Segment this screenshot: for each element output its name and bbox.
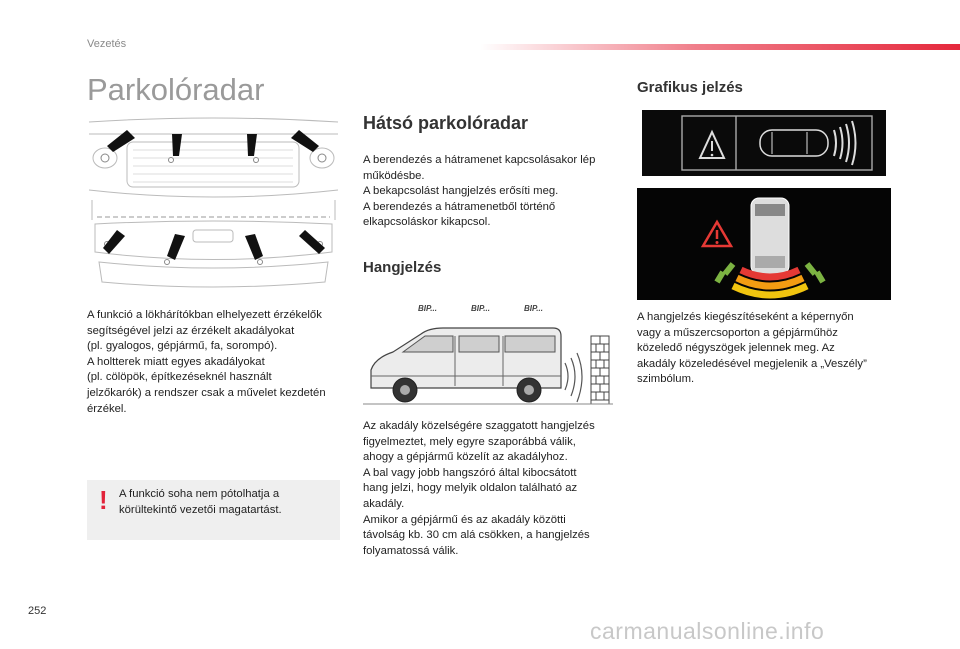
- graphic-heading: Grafikus jelzés: [637, 79, 743, 96]
- sensor-description: A funkció a lökhárítókban elhelyezett érzékelők segítségével jelzi az érzékelt akadályokat (pl. gyalogos, gépjármű, fa, sorompó). A holtterek miatt egyes akadályokat (pl. cölöpök, építkezéseknél használt jelzőkarók) a rendszer csak a művelet kezdetén érzékel.: [87, 309, 326, 415]
- page-title: Parkolóradar: [87, 72, 265, 107]
- section-label: Vezetés: [87, 38, 127, 50]
- van-sound-illustration: [363, 318, 613, 413]
- sound-description: Az akadály közelségére szaggatott hangjelzés figyelmeztet, mely egyre szaporábbá válik, ahogy a gépjármű közelít az akadályhoz. A bal vagy jobb hangszóró által kibocsátott hang jelzi, hogy melyik oldalon található az akadály. Amikor a gépjármű és az akadály közötti távolság kb. 30 cm alá csökken, a hangjelzés folyamatossá válik.: [363, 420, 595, 557]
- graphic-description: A hangjelzés kiegészítéseként a képernyőn vagy a műszercsoporton a gépjárműhöz közeledő négyszögek jelennek meg. Az akadály közeledésével megjelenik a „Veszély” szimbólum.: [637, 311, 867, 386]
- instrument-display-illustration: [642, 110, 886, 176]
- screen-display-illustration: [637, 188, 891, 300]
- beep-label: BIP...: [471, 304, 490, 313]
- watermark: carmanualsonline.info: [590, 618, 825, 644]
- page-number: 252: [28, 605, 47, 617]
- header-accent-bar: [480, 44, 960, 50]
- rear-radar-intro: A berendezés a hátramenet kapcsolásakor lép működésbe. A bekapcsolást hangjelzés erősíti meg. A berendezés a hátramenetből történő elkapcsoláskor kikapcsol.: [363, 154, 596, 229]
- warning-text: A funkció soha nem pótolhatja a körültekintő vezetői magatartást.: [119, 488, 282, 516]
- rear-radar-heading: Hátsó parkolóradar: [363, 113, 529, 133]
- bumper-sensors-illustration: [87, 112, 340, 300]
- sound-heading: Hangjelzés: [363, 259, 442, 276]
- beep-label: BIP...: [418, 304, 437, 313]
- exclamation-icon: !: [99, 485, 108, 515]
- beep-label: BIP...: [524, 304, 543, 313]
